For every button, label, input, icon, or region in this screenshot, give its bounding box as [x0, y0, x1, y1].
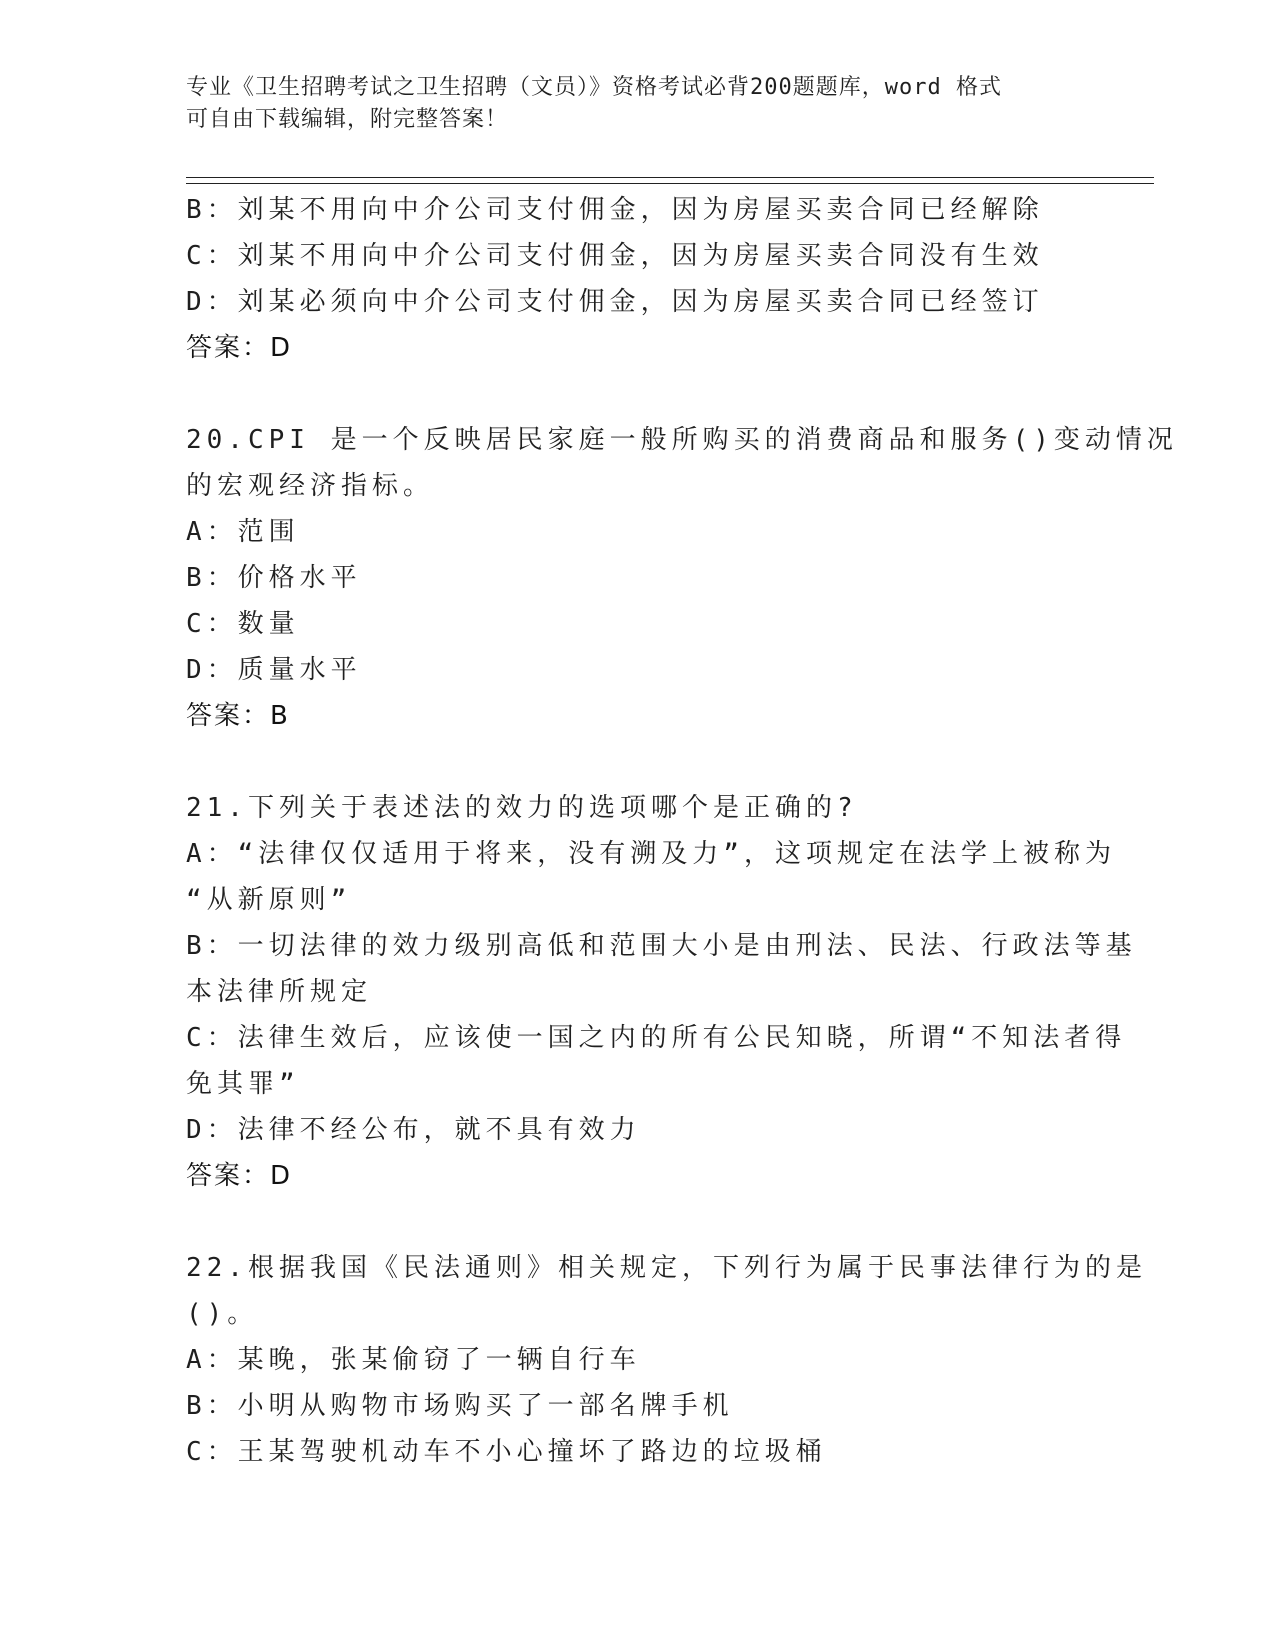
question-22	[186, 1245, 1147, 1475]
answer-line: 答案：B	[186, 701, 290, 731]
option-b: B：价格水平	[186, 563, 362, 593]
option-b: B：刘某不用向中介公司支付佣金，因为房屋买卖合同已经解除	[186, 195, 1044, 225]
question-stem: 20.CPI 是一个反映居民家庭一般所购买的消费商品和服务()变动情况	[186, 425, 1178, 455]
option-a: A：“法律仅仅适用于将来，没有溯及力”，这项规定在法学上被称为	[186, 839, 1116, 869]
question-21	[186, 785, 1137, 1199]
answer-line: 答案：D	[186, 333, 293, 363]
option-c: C：刘某不用向中介公司支付佣金，因为房屋买卖合同没有生效	[186, 241, 1044, 271]
option-d: D：法律不经公布，就不具有效力	[186, 1115, 641, 1145]
question-19-tail	[186, 187, 1076, 371]
option-c: C：王某驾驶机动车不小心撞坏了路边的垃圾桶	[186, 1437, 827, 1467]
option-b: B：小明从购物市场购买了一部名牌手机	[186, 1391, 734, 1421]
answer-line: 答案：D	[186, 1161, 293, 1191]
question-stem-cont: ()。	[186, 1299, 259, 1329]
option-c: C：法律生效后，应该使一国之内的所有公民知晓，所谓“不知法者得	[186, 1023, 1127, 1053]
question-stem: 21.下列关于表述法的效力的选项哪个是正确的?	[186, 793, 858, 823]
document-header	[186, 72, 1066, 136]
option-d: D：质量水平	[186, 655, 362, 685]
option-a: A：某晚，张某偷窃了一辆自行车	[186, 1345, 641, 1375]
spacer	[186, 1199, 1076, 1245]
header-rule-bottom	[186, 183, 1154, 184]
option-b: B：一切法律的效力级别高低和范围大小是由刑法、民法、行政法等基	[186, 931, 1137, 961]
spacer	[186, 739, 1076, 785]
option-b-cont: 本法律所规定	[186, 977, 373, 1007]
question-body	[186, 187, 1178, 1475]
option-c: C：数量	[186, 609, 300, 639]
header-line-2: 可自由下载编辑，附完整答案！	[186, 107, 509, 132]
question-stem-cont: 的宏观经济指标。	[186, 471, 435, 501]
option-d: D：刘某必须向中介公司支付佣金，因为房屋买卖合同已经签订	[186, 287, 1044, 317]
spacer	[186, 371, 1076, 417]
option-a: A：范围	[186, 517, 300, 547]
option-c-cont: 免其罪”	[186, 1069, 300, 1099]
question-20	[186, 417, 1178, 739]
question-stem: 22.根据我国《民法通则》相关规定，下列行为属于民事法律行为的是	[186, 1253, 1147, 1283]
option-a-cont: “从新原则”	[186, 885, 352, 915]
header-rule-top	[186, 177, 1154, 178]
header-line-1: 专业《卫生招聘考试之卫生招聘（文员）》资格考试必背200题题库，word 格式	[186, 75, 1002, 100]
